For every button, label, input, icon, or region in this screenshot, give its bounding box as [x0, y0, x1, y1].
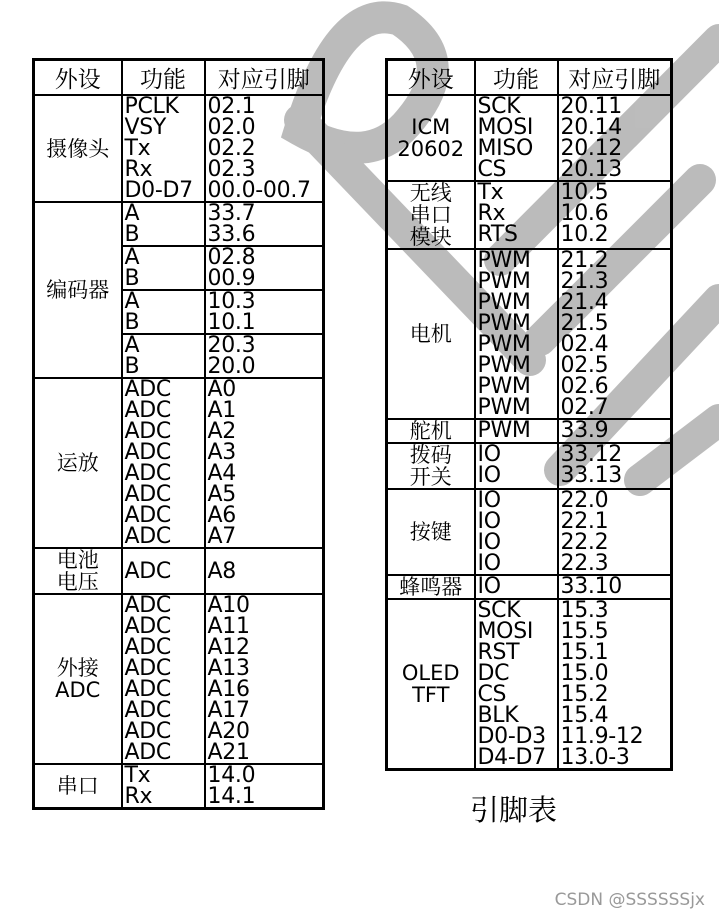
pin-cell	[558, 599, 672, 770]
func-label: PWM	[477, 269, 531, 294]
pin-label: A11	[207, 614, 250, 639]
pin-label: 33.13	[560, 463, 622, 488]
pin-label: A8	[207, 558, 236, 584]
pin-cell	[205, 95, 324, 202]
pin-label: 33.9	[560, 419, 609, 443]
func-label: IO	[477, 443, 501, 467]
pin-label: 15.2	[560, 682, 609, 707]
func-label: PWM	[477, 332, 531, 357]
func-label: IO	[477, 551, 501, 575]
periph-label: 开关	[409, 465, 452, 489]
func-label: ADC	[124, 740, 171, 764]
pin-cell	[558, 443, 672, 489]
periph-cell	[34, 548, 122, 594]
header-periph: 外设	[34, 60, 122, 96]
periph-cell	[34, 594, 122, 764]
pin-label: 02.3	[207, 157, 256, 182]
func-label: B	[124, 310, 140, 334]
pin-label: 15.0	[560, 661, 609, 686]
func-label: B	[124, 354, 140, 378]
func-label: IO	[477, 575, 501, 599]
pin-label: A2	[207, 419, 236, 444]
pin-label: 00.0-00.7	[207, 178, 311, 202]
periph-cell	[387, 575, 475, 599]
pin-cell	[205, 594, 324, 764]
table-row	[34, 764, 324, 809]
func-cell	[475, 599, 558, 770]
pin-cell	[205, 202, 324, 246]
periph-cell	[387, 181, 475, 249]
table-row	[387, 575, 672, 599]
func-label: ADC	[124, 440, 171, 465]
func-label: B	[124, 266, 140, 290]
table-row	[34, 378, 324, 548]
periph-cell	[387, 419, 475, 443]
func-label: MOSI	[477, 619, 534, 644]
func-label: BLK	[477, 703, 519, 728]
func-label: D0-D3	[477, 724, 546, 749]
pin-cell	[558, 575, 672, 599]
periph-label: 无线	[409, 181, 452, 205]
func-label: Rx	[124, 784, 153, 809]
pin-label: 22.1	[560, 509, 609, 534]
func-cell	[122, 548, 205, 594]
func-label: Rx	[477, 201, 506, 226]
pin-cell	[205, 334, 324, 378]
periph-label: 20602	[397, 137, 465, 161]
func-label: ADC	[124, 378, 171, 402]
pin-label: 02.2	[207, 136, 256, 161]
periph-label: 编码器	[46, 278, 110, 302]
table-row	[387, 599, 672, 770]
periph-label: 蜂鸣器	[399, 575, 463, 599]
pin-cell	[205, 764, 324, 809]
pin-label: A17	[207, 698, 250, 723]
func-label: ADC	[124, 614, 171, 639]
pin-label: A3	[207, 440, 236, 465]
pin-label: 15.5	[560, 619, 609, 644]
pin-label: 33.12	[560, 443, 622, 467]
periph-label: 外接	[56, 656, 99, 680]
func-label: IO	[477, 530, 501, 555]
func-label: IO	[477, 463, 501, 488]
func-label: MISO	[477, 136, 534, 161]
func-cell	[122, 764, 205, 809]
table-row	[34, 594, 324, 764]
func-label: ADC	[124, 698, 171, 723]
func-label: ADC	[124, 482, 171, 507]
periph-label: 运放	[56, 451, 99, 475]
pin-label: 10.6	[560, 201, 609, 226]
func-label: IO	[477, 489, 501, 513]
periph-cell	[387, 249, 475, 419]
func-label: RST	[477, 640, 520, 665]
pin-label: A6	[207, 503, 236, 528]
func-label: ADC	[124, 398, 171, 423]
pin-label: 14.0	[207, 764, 256, 788]
pin-label: A10	[207, 594, 250, 618]
func-label: Rx	[124, 157, 153, 182]
func-cell	[122, 378, 205, 548]
func-label: A	[124, 202, 140, 226]
func-label: PCLK	[124, 95, 179, 119]
periph-cell	[387, 599, 475, 770]
pin-label: 21.3	[560, 269, 609, 294]
pin-cell	[558, 249, 672, 419]
func-label: ADC	[124, 594, 171, 618]
func-cell	[122, 334, 205, 378]
func-label: CS	[477, 682, 507, 707]
func-cell	[475, 575, 558, 599]
func-label: ADC	[124, 461, 171, 486]
pin-label: 10.5	[560, 181, 609, 205]
func-cell	[475, 489, 558, 575]
pin-label: A5	[207, 482, 236, 507]
pin-label: 02.4	[560, 332, 609, 357]
pin-label: 21.4	[560, 290, 609, 315]
periph-label: 模块	[409, 225, 452, 249]
func-label: PWM	[477, 353, 531, 378]
pin-label: A0	[207, 378, 236, 402]
func-cell	[122, 202, 205, 246]
footer-credit: CSDN @SSSSSSjx	[554, 890, 705, 910]
func-label: PWM	[477, 395, 531, 419]
pin-cell	[205, 246, 324, 290]
func-label: ADC	[124, 656, 171, 681]
pin-label: 02.0	[207, 115, 256, 140]
periph-label: 舵机	[409, 419, 452, 443]
func-label: PWM	[477, 249, 531, 273]
func-cell	[122, 594, 205, 764]
pin-label: 33.10	[560, 575, 622, 599]
periph-label: 电池	[56, 548, 99, 572]
pin-label: 11.9-12	[560, 724, 644, 749]
pin-label: 20.3	[207, 334, 256, 358]
pin-label: 21.5	[560, 311, 609, 336]
table-row	[34, 548, 324, 594]
periph-label: OLED	[401, 661, 460, 685]
pin-label: 21.2	[560, 249, 609, 273]
table-row	[34, 202, 324, 246]
func-label: D4-D7	[477, 745, 546, 770]
periph-label: 串口	[409, 203, 452, 227]
pin-cell	[205, 378, 324, 548]
table-row	[387, 249, 672, 419]
periph-label: ADC	[55, 678, 101, 702]
pin-label: 15.3	[560, 599, 609, 623]
pin-label: A20	[207, 719, 250, 744]
periph-cell	[34, 764, 122, 809]
table-row	[34, 95, 324, 202]
func-label: ADC	[124, 503, 171, 528]
table-row	[387, 489, 672, 575]
pin-label: 15.4	[560, 703, 609, 728]
func-cell	[475, 443, 558, 489]
func-label: ADC	[124, 635, 171, 660]
func-label: ADC	[124, 419, 171, 444]
pin-label: 10.2	[560, 222, 609, 247]
header-pin: 对应引脚	[205, 60, 324, 96]
table-row	[387, 95, 672, 181]
pin-cell	[205, 290, 324, 334]
pin-label: 33.7	[207, 202, 256, 226]
func-label: IO	[477, 509, 501, 534]
func-label: PWM	[477, 374, 531, 399]
func-label: B	[124, 222, 140, 246]
func-cell	[122, 95, 205, 202]
header-periph: 外设	[387, 60, 475, 96]
periph-label: 拨码	[409, 443, 452, 467]
func-label: SCK	[477, 95, 521, 119]
pin-label: 02.1	[207, 95, 256, 119]
pin-label: A16	[207, 677, 250, 702]
header-pin: 对应引脚	[558, 60, 672, 96]
func-label: PWM	[477, 419, 531, 443]
func-label: Tx	[124, 136, 151, 161]
periph-label: 串口	[56, 774, 99, 798]
pin-label: 10.1	[207, 310, 256, 334]
pin-label: 14.1	[207, 784, 256, 809]
func-label: Tx	[124, 764, 151, 788]
periph-cell	[34, 378, 122, 548]
func-cell	[475, 95, 558, 181]
pin-label: 15.1	[560, 640, 609, 665]
func-cell	[475, 181, 558, 249]
periph-cell	[34, 95, 122, 202]
pin-label: A7	[207, 524, 236, 548]
func-label: D0-D7	[124, 178, 193, 202]
periph-cell	[387, 95, 475, 181]
pin-label: 22.3	[560, 551, 609, 575]
periph-label: TFT	[412, 683, 450, 707]
header-func: 功能	[122, 60, 205, 96]
func-label: MOSI	[477, 115, 534, 140]
func-label: A	[124, 246, 140, 270]
func-label: ADC	[124, 558, 171, 584]
func-label: ADC	[124, 677, 171, 702]
pin-label: 20.11	[560, 95, 622, 119]
func-cell	[122, 246, 205, 290]
func-label: ADC	[124, 524, 171, 548]
pin-cell	[558, 419, 672, 443]
pin-label: 22.0	[560, 489, 609, 513]
pin-cell	[205, 548, 324, 594]
func-label: PWM	[477, 290, 531, 315]
table-row	[387, 419, 672, 443]
pin-label: 02.7	[560, 395, 609, 419]
pin-label: 20.14	[560, 115, 622, 140]
func-label: A	[124, 290, 140, 314]
pin-label: A1	[207, 398, 236, 423]
func-label: Tx	[477, 181, 504, 205]
pin-label: 33.6	[207, 222, 256, 246]
pin-table-right	[385, 58, 673, 771]
pin-label: A13	[207, 656, 250, 681]
func-label: VSY	[124, 115, 167, 140]
pin-label: A12	[207, 635, 250, 660]
pin-label: 00.9	[207, 266, 256, 290]
periph-label: 电压	[56, 570, 99, 594]
pin-label: 20.13	[560, 157, 622, 181]
func-label: RTS	[477, 222, 518, 247]
pin-label: 22.2	[560, 530, 609, 555]
pin-label: A21	[207, 740, 250, 764]
pin-label: 02.5	[560, 353, 609, 378]
func-label: DC	[477, 661, 510, 686]
table-row	[387, 443, 672, 489]
pin-cell	[558, 95, 672, 181]
header-func: 功能	[475, 60, 558, 96]
periph-cell	[34, 202, 122, 378]
table-header-row	[34, 60, 324, 96]
periph-label: 摄像头	[46, 136, 110, 161]
func-cell	[475, 249, 558, 419]
table-caption: 引脚表	[470, 793, 558, 827]
periph-label: ICM	[411, 115, 451, 139]
func-label: A	[124, 334, 140, 358]
pin-label: 10.3	[207, 290, 256, 314]
table-row	[387, 181, 672, 249]
periph-cell	[387, 443, 475, 489]
func-label: SCK	[477, 599, 521, 623]
pin-label: 13.0-3	[560, 745, 630, 770]
func-cell	[122, 290, 205, 334]
func-label: PWM	[477, 311, 531, 336]
func-label: ADC	[124, 719, 171, 744]
pin-label: A4	[207, 461, 236, 486]
pin-table-left	[32, 58, 325, 810]
pin-label: 20.12	[560, 136, 622, 161]
pin-label: 02.8	[207, 246, 256, 270]
periph-label: 电机	[409, 322, 452, 346]
pin-cell	[558, 181, 672, 249]
table-header-row	[387, 60, 672, 96]
periph-label: 按键	[409, 520, 452, 544]
func-label: CS	[477, 157, 507, 181]
periph-cell	[387, 489, 475, 575]
pin-label: 20.0	[207, 354, 256, 378]
pin-label: 02.6	[560, 374, 609, 399]
func-cell	[475, 419, 558, 443]
pin-cell	[558, 489, 672, 575]
